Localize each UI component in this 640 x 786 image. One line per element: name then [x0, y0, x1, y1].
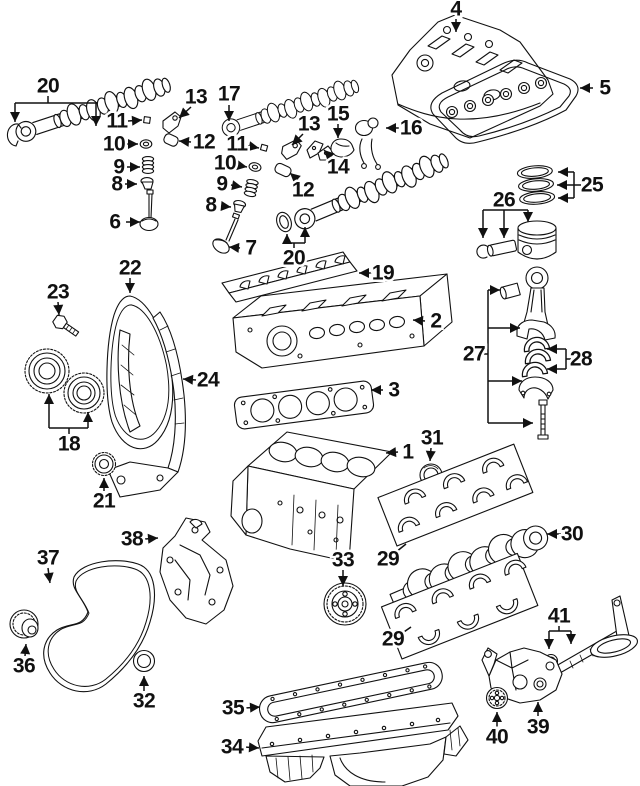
part-number-3: 3: [388, 378, 400, 402]
callout-22: [119, 257, 141, 294]
part-number-21: 21: [92, 489, 116, 513]
part-number-8: 8: [111, 172, 123, 196]
callout-13: [292, 113, 320, 146]
callout-8: [205, 194, 231, 217]
valve-lifter-left: [163, 133, 180, 148]
part-number-26: 26: [492, 188, 516, 212]
callout-12: [179, 131, 215, 154]
valve-center: [210, 213, 239, 256]
part-number-11: 11: [106, 109, 128, 133]
valve-left: [140, 190, 158, 231]
valve-bridge: [331, 139, 354, 157]
part-number-39: 39: [526, 715, 550, 739]
part-number-25: 25: [580, 173, 604, 197]
callout-19: [359, 262, 394, 285]
rocker-arm-left: [163, 112, 181, 133]
wrist-pin-clip: [477, 245, 488, 258]
part-number-41: 41: [547, 604, 571, 628]
callout-3: [371, 379, 400, 402]
main-bearing-set-upper: [378, 444, 533, 546]
part-number-31: 31: [420, 426, 444, 450]
rod-bolt: [538, 400, 548, 439]
part-number-10: 10: [102, 132, 126, 156]
part-number-12: 12: [192, 130, 216, 154]
part-number-40: 40: [485, 725, 509, 749]
callout-27: [463, 290, 533, 423]
part-number-37: 37: [36, 546, 60, 570]
callout-15: [327, 103, 350, 139]
valve-lifter-center: [274, 162, 293, 178]
callout-6: [109, 211, 140, 234]
valve-spring-center: [244, 179, 259, 198]
spring-seat-left: [141, 178, 153, 189]
part-number-33: 33: [331, 548, 355, 572]
rod-cap: [519, 377, 553, 399]
callout-21: [93, 478, 116, 513]
part-number-29: 29: [381, 627, 405, 651]
oil-pump-sprocket: [487, 688, 508, 709]
part-number-16: 16: [399, 116, 423, 140]
part-number-28: 28: [569, 347, 593, 371]
callout-40: [486, 712, 508, 749]
piston-rings: [517, 164, 555, 205]
camshaft-rear: [291, 148, 452, 234]
vvt-unit: [356, 118, 381, 169]
chain-tensioner-rail: [118, 330, 140, 432]
spring-retainer-left: [140, 140, 152, 148]
part-number-7: 7: [245, 236, 257, 260]
part-number-20: 20: [282, 246, 306, 270]
callout-38: [121, 528, 158, 551]
part-number-14: 14: [326, 155, 350, 179]
callout-23: [47, 281, 69, 316]
part-number-24: 24: [196, 368, 220, 392]
crank-pulley: [324, 583, 366, 625]
callout-13: [179, 86, 207, 119]
part-number-2: 2: [430, 309, 442, 333]
callout-5: [580, 77, 611, 100]
piston: [518, 221, 556, 259]
callout-17: [218, 83, 240, 122]
callout-10: [103, 133, 138, 156]
valve-keeper-left: [144, 117, 151, 124]
part-number-27: 27: [462, 342, 486, 366]
callout-41: [548, 605, 571, 650]
part-number-13: 13: [184, 85, 208, 109]
camshaft-gear-1: [25, 349, 69, 393]
vibration-damper: [10, 610, 38, 638]
part-number-23: 23: [46, 280, 70, 304]
part-number-13: 13: [297, 112, 321, 136]
callout-24: [183, 369, 220, 392]
callout-28: [547, 348, 593, 371]
part-number-12: 12: [291, 178, 315, 202]
part-number-1: 1: [402, 440, 414, 464]
part-number-38: 38: [120, 527, 144, 551]
engine-block: [231, 432, 392, 562]
crank-sprocket: [93, 453, 116, 476]
callout-35: [222, 697, 260, 720]
part-number-11: 11: [226, 132, 248, 156]
part-number-35: 35: [221, 696, 245, 720]
callout-30: [547, 523, 583, 546]
callout-25: [557, 172, 604, 198]
part-number-18: 18: [57, 432, 81, 456]
part-number-36: 36: [12, 654, 36, 678]
tensioner-bolt: [51, 313, 81, 340]
front-seal: [134, 651, 155, 672]
callout-34: [221, 736, 259, 759]
callout-11: [106, 110, 142, 133]
callout-37: [37, 547, 59, 584]
part-number-5: 5: [599, 76, 611, 100]
wrist-pin: [487, 240, 517, 257]
rod-small-end-bushing: [499, 283, 520, 299]
rocker-arm-center: [281, 138, 302, 162]
part-number-8: 8: [205, 193, 217, 217]
callout-7: [229, 237, 257, 260]
callout-39: [527, 702, 549, 739]
part-number-29: 29: [376, 547, 400, 571]
head-gasket: [234, 380, 375, 430]
engine-bracket: [160, 518, 233, 624]
camshaft-gear-2: [64, 373, 104, 413]
connecting-rod: [517, 267, 555, 340]
part-number-6: 6: [109, 210, 121, 234]
part-number-32: 32: [132, 689, 156, 713]
callout-36: [13, 644, 35, 678]
part-number-19: 19: [371, 261, 395, 285]
part-number-9: 9: [216, 172, 228, 196]
part-number-15: 15: [326, 102, 350, 126]
spring-seat-center: [232, 199, 246, 213]
callout-33: [332, 549, 354, 587]
callout-16: [386, 117, 422, 140]
callout-12: [290, 173, 314, 202]
part-number-22: 22: [118, 256, 142, 280]
callout-29: [377, 544, 406, 571]
part-number-30: 30: [560, 522, 584, 546]
part-number-17: 17: [217, 82, 241, 106]
camshaft-seal-rear: [274, 210, 294, 234]
part-number-20: 20: [36, 74, 60, 98]
part-number-4: 4: [450, 0, 462, 21]
drive-belt: [44, 561, 155, 692]
spring-retainer-center: [248, 162, 261, 173]
callout-31: [421, 427, 444, 462]
part-number-34: 34: [220, 735, 244, 759]
part-number-10: 10: [213, 151, 237, 175]
callout-9: [216, 173, 242, 196]
valve-keeper-center: [260, 144, 267, 151]
callout-20: [283, 227, 305, 270]
part-number-9: 9: [113, 155, 125, 179]
callout-1: [386, 441, 414, 464]
callout-32: [133, 676, 155, 713]
valve-spring-left: [142, 157, 153, 174]
